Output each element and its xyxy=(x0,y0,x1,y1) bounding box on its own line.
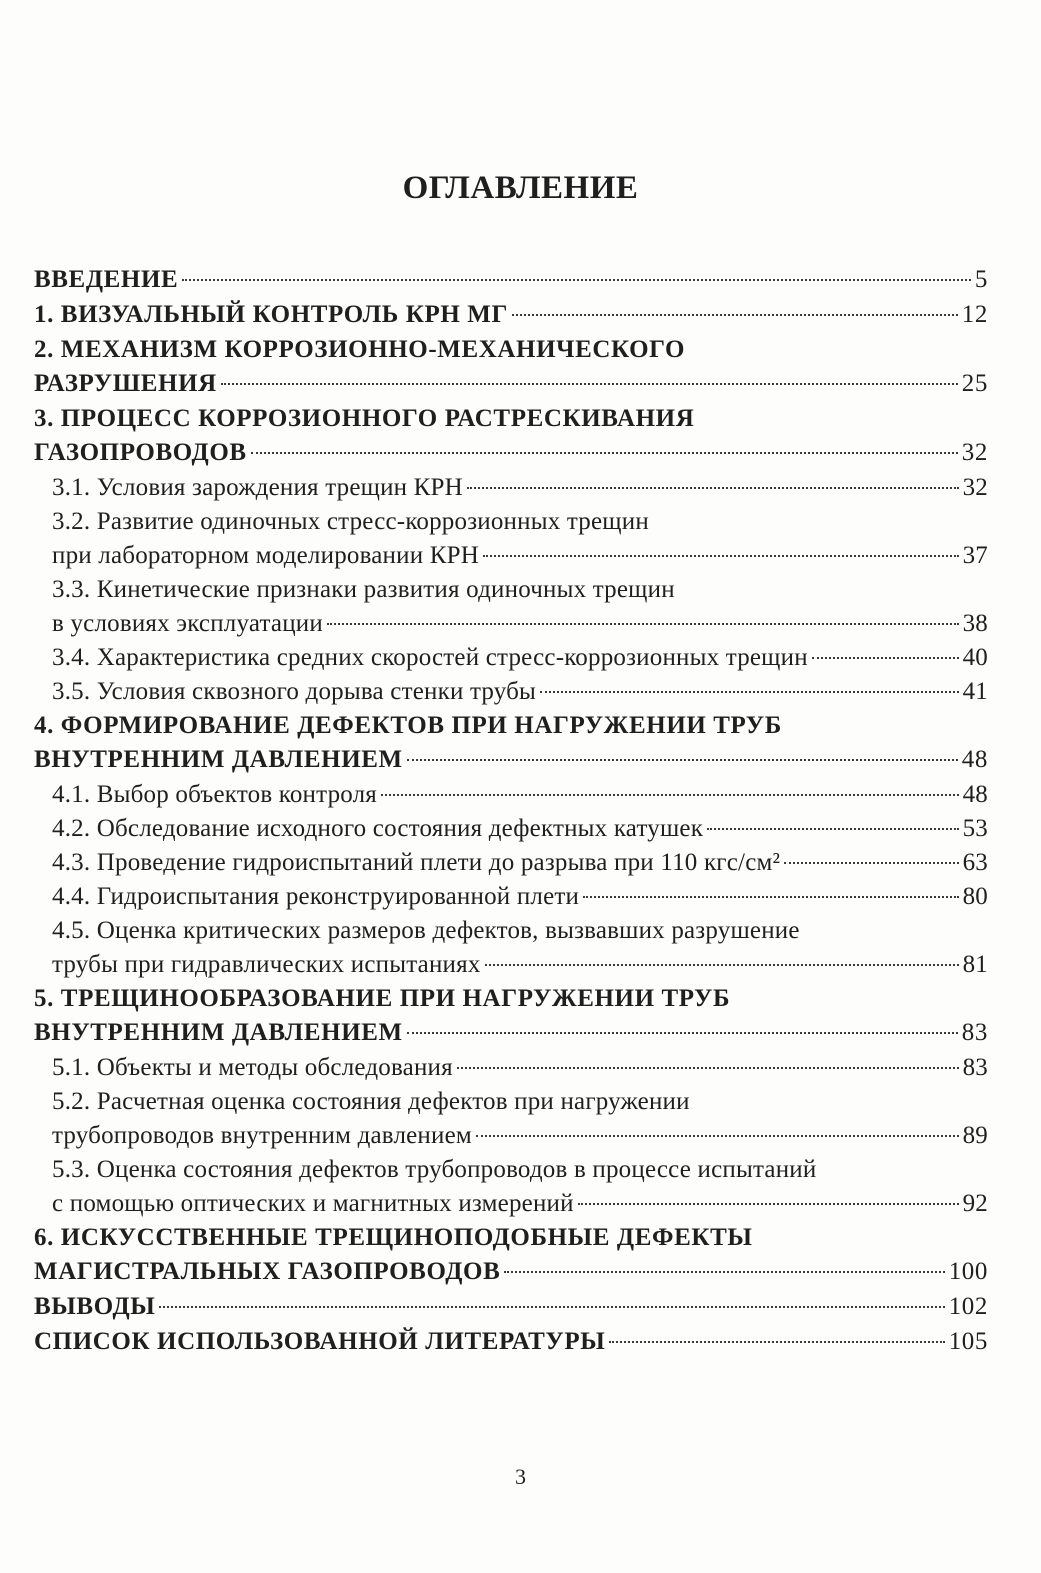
toc-entry-title: 3.1. Условия зарождения трещин КРН xyxy=(52,474,463,501)
toc-entry-row xyxy=(52,607,988,641)
toc-entry-title: ВВЕДЕНИЕ xyxy=(34,266,179,293)
toc-entry-page-number: 100 xyxy=(948,1258,988,1285)
toc-entry[interactable] xyxy=(34,1153,988,1221)
toc-entry-page-number: 48 xyxy=(962,781,988,808)
toc-entry-title: 3.5. Условия сквозного дорыва стенки трубы xyxy=(52,678,537,705)
toc-entry-page-number: 102 xyxy=(948,1293,988,1320)
toc-entry-page-number: 81 xyxy=(962,951,988,978)
toc-entry-row xyxy=(52,1187,988,1221)
toc-entry-title: с помощью оптических и магнитных измерений xyxy=(52,1190,574,1217)
toc-entry-page-number: 48 xyxy=(961,746,988,773)
toc-entry-row xyxy=(52,641,988,675)
toc-entry-page-number: 25 xyxy=(961,370,988,397)
toc-entry-title-line: 3. ПРОЦЕСС КОРРОЗИОННОГО РАСТРЕСКИВАНИЯ xyxy=(34,405,695,432)
dot-leader xyxy=(512,314,958,316)
dot-leader xyxy=(485,964,959,966)
toc-entry-title: ВЫВОДЫ xyxy=(34,1293,156,1320)
dot-leader xyxy=(540,691,959,693)
toc-entry[interactable] xyxy=(34,675,988,709)
toc-entry-page-number: 53 xyxy=(962,815,988,842)
dot-leader xyxy=(407,1032,958,1034)
toc-entry[interactable] xyxy=(34,505,988,573)
toc-entry[interactable] xyxy=(34,1221,988,1289)
toc-entry-title: 4.3. Проведение гидроиспытаний плети до разрыва при 110 кгс/см² xyxy=(52,849,781,876)
toc-entry-title-line: 2. МЕХАНИЗМ КОРРОЗИОННО-МЕХАНИЧЕСКОГО xyxy=(34,336,686,363)
toc-entry-page-number: 32 xyxy=(962,474,988,501)
toc-entry[interactable] xyxy=(34,1051,988,1085)
toc-entry-row xyxy=(34,1290,988,1324)
toc-entry-page-number: 12 xyxy=(961,301,988,328)
dot-leader xyxy=(407,759,958,761)
page-title: ОГЛАВЛЕНИЕ xyxy=(402,170,639,206)
toc-entry-row xyxy=(34,263,988,297)
toc-entry-title: 5.1. Объекты и методы обследования xyxy=(52,1054,453,1081)
toc-entry-row xyxy=(52,675,988,709)
toc-entry-title: 4.1. Выбор объектов контроля xyxy=(52,781,378,808)
toc-entry[interactable] xyxy=(34,573,988,641)
dot-leader xyxy=(476,1135,959,1137)
toc-entry[interactable] xyxy=(34,1085,988,1153)
toc-entry[interactable] xyxy=(34,880,988,914)
toc-entry-title-line: 5.3. Оценка состояния дефектов трубопроводов в процессе испытаний xyxy=(52,1156,817,1183)
toc-entry-page-number: 38 xyxy=(962,610,988,637)
toc-entry-row xyxy=(34,1325,988,1359)
toc-entry-title: 4.2. Обследование исходного состояния дефектных катушек xyxy=(52,815,704,842)
toc-entry-row xyxy=(52,846,988,880)
dot-leader xyxy=(251,452,958,454)
dot-leader xyxy=(457,1067,959,1069)
toc-entry[interactable] xyxy=(34,471,988,505)
toc-entry-row xyxy=(34,1255,988,1289)
toc-entry-title: при лабораторном моделировании КРН xyxy=(52,542,479,569)
dot-leader xyxy=(583,896,959,898)
toc-entry-page-number: 105 xyxy=(948,1328,988,1355)
toc-entry[interactable] xyxy=(34,846,988,880)
toc-entry[interactable] xyxy=(34,778,988,812)
toc-entry-title: 4.4. Гидроиспытания реконструированной плети xyxy=(52,883,580,910)
dot-leader xyxy=(221,383,958,385)
toc-entry-title: РАЗРУШЕНИЯ xyxy=(34,370,217,397)
toc-entry-page-number: 92 xyxy=(962,1190,988,1217)
toc-entry-row xyxy=(52,812,988,846)
toc-entry-title: ВНУТРЕННИМ ДАВЛЕНИЕМ xyxy=(34,1019,403,1046)
toc-entry-title-line: 3.3. Кинетические признаки развития одиночных трещин xyxy=(52,576,675,603)
dot-leader xyxy=(381,794,959,796)
toc-entry-page-number: 41 xyxy=(962,678,988,705)
toc-entry-page-number: 5 xyxy=(974,266,988,293)
toc-entry-page-number: 89 xyxy=(962,1122,988,1149)
toc-entry-title-line: 5. ТРЕЩИНООБРАЗОВАНИЕ ПРИ НАГРУЖЕНИИ ТРУБ xyxy=(34,985,731,1012)
toc-entry-row xyxy=(52,1051,988,1085)
toc-entry[interactable] xyxy=(34,1290,988,1324)
toc-entry-row xyxy=(34,298,988,332)
toc-entry-row xyxy=(34,1016,988,1050)
toc-entry-row xyxy=(52,948,988,982)
toc-entry-row xyxy=(52,778,988,812)
table-of-contents xyxy=(34,263,988,1360)
toc-entry[interactable] xyxy=(34,982,988,1050)
dot-leader xyxy=(784,862,958,864)
toc-entry-title: ВНУТРЕННИМ ДАВЛЕНИЕМ xyxy=(34,746,403,773)
toc-entry-title: МАГИСТРАЛЬНЫХ ГАЗОПРОВОДОВ xyxy=(34,1258,501,1285)
toc-entry-page-number: 80 xyxy=(962,883,988,910)
dot-leader xyxy=(609,1341,944,1343)
toc-entry-title-line: 5.2. Расчетная оценка состояния дефектов при нагружении xyxy=(52,1088,690,1115)
dot-leader xyxy=(812,657,959,659)
toc-entry-page-number: 32 xyxy=(961,439,988,466)
toc-entry-page-number: 37 xyxy=(962,542,988,569)
dot-leader xyxy=(504,1271,944,1273)
dot-leader xyxy=(578,1203,959,1205)
toc-entry[interactable] xyxy=(34,641,988,675)
toc-entry[interactable] xyxy=(34,298,988,332)
toc-entry-page-number: 63 xyxy=(962,849,988,876)
toc-entry-title: трубы при гидравлических испытаниях xyxy=(52,951,481,978)
toc-entry-row xyxy=(34,436,988,470)
toc-entry-title: 1. ВИЗУАЛЬНЫЙ КОНТРОЛЬ КРН МГ xyxy=(34,301,508,328)
toc-entry[interactable] xyxy=(34,263,988,297)
toc-entry[interactable] xyxy=(34,812,988,846)
dot-leader xyxy=(483,555,959,557)
toc-entry-row xyxy=(34,367,988,401)
toc-entry-row xyxy=(34,743,988,777)
toc-entry-row xyxy=(52,1119,988,1153)
dot-leader xyxy=(467,487,959,489)
toc-entry-page-number: 83 xyxy=(962,1054,988,1081)
toc-entry-row xyxy=(52,539,988,573)
page-number: 3 xyxy=(515,1464,526,1489)
toc-entry[interactable] xyxy=(34,709,988,777)
toc-entry-title: 3.4. Характеристика средних скоростей стресс-коррозионных трещин xyxy=(52,644,808,671)
toc-entry[interactable] xyxy=(34,914,988,982)
toc-entry-row xyxy=(52,471,988,505)
toc-entry-page-number: 83 xyxy=(961,1019,988,1046)
toc-entry-title-line: 6. ИСКУССТВЕННЫЕ ТРЕЩИНОПОДОБНЫЕ ДЕФЕКТЫ xyxy=(34,1224,753,1251)
toc-entry-title-line: 4. ФОРМИРОВАНИЕ ДЕФЕКТОВ ПРИ НАГРУЖЕНИИ ТРУБ xyxy=(34,712,782,739)
toc-entry[interactable] xyxy=(34,1325,988,1359)
toc-entry-row xyxy=(52,880,988,914)
dot-leader xyxy=(159,1306,944,1308)
dot-leader xyxy=(707,828,959,830)
toc-entry-title-line: 3.2. Развитие одиночных стресс-коррозионных трещин xyxy=(52,508,649,535)
toc-entry-page-number: 40 xyxy=(962,644,988,671)
toc-entry-title: трубопроводов внутренним давлением xyxy=(52,1122,472,1149)
toc-entry[interactable] xyxy=(34,333,988,401)
toc-entry-title-line: 4.5. Оценка критических размеров дефектов, вызвавших разрушение xyxy=(52,917,800,944)
dot-leader xyxy=(327,623,959,625)
toc-entry-title: в условиях эксплуатации xyxy=(52,610,323,637)
toc-entry[interactable] xyxy=(34,402,988,470)
toc-entry-title: СПИСОК ИСПОЛЬЗОВАННОЙ ЛИТЕРАТУРЫ xyxy=(34,1328,606,1355)
dot-leader xyxy=(182,279,971,281)
toc-entry-title: ГАЗОПРОВОДОВ xyxy=(34,439,247,466)
